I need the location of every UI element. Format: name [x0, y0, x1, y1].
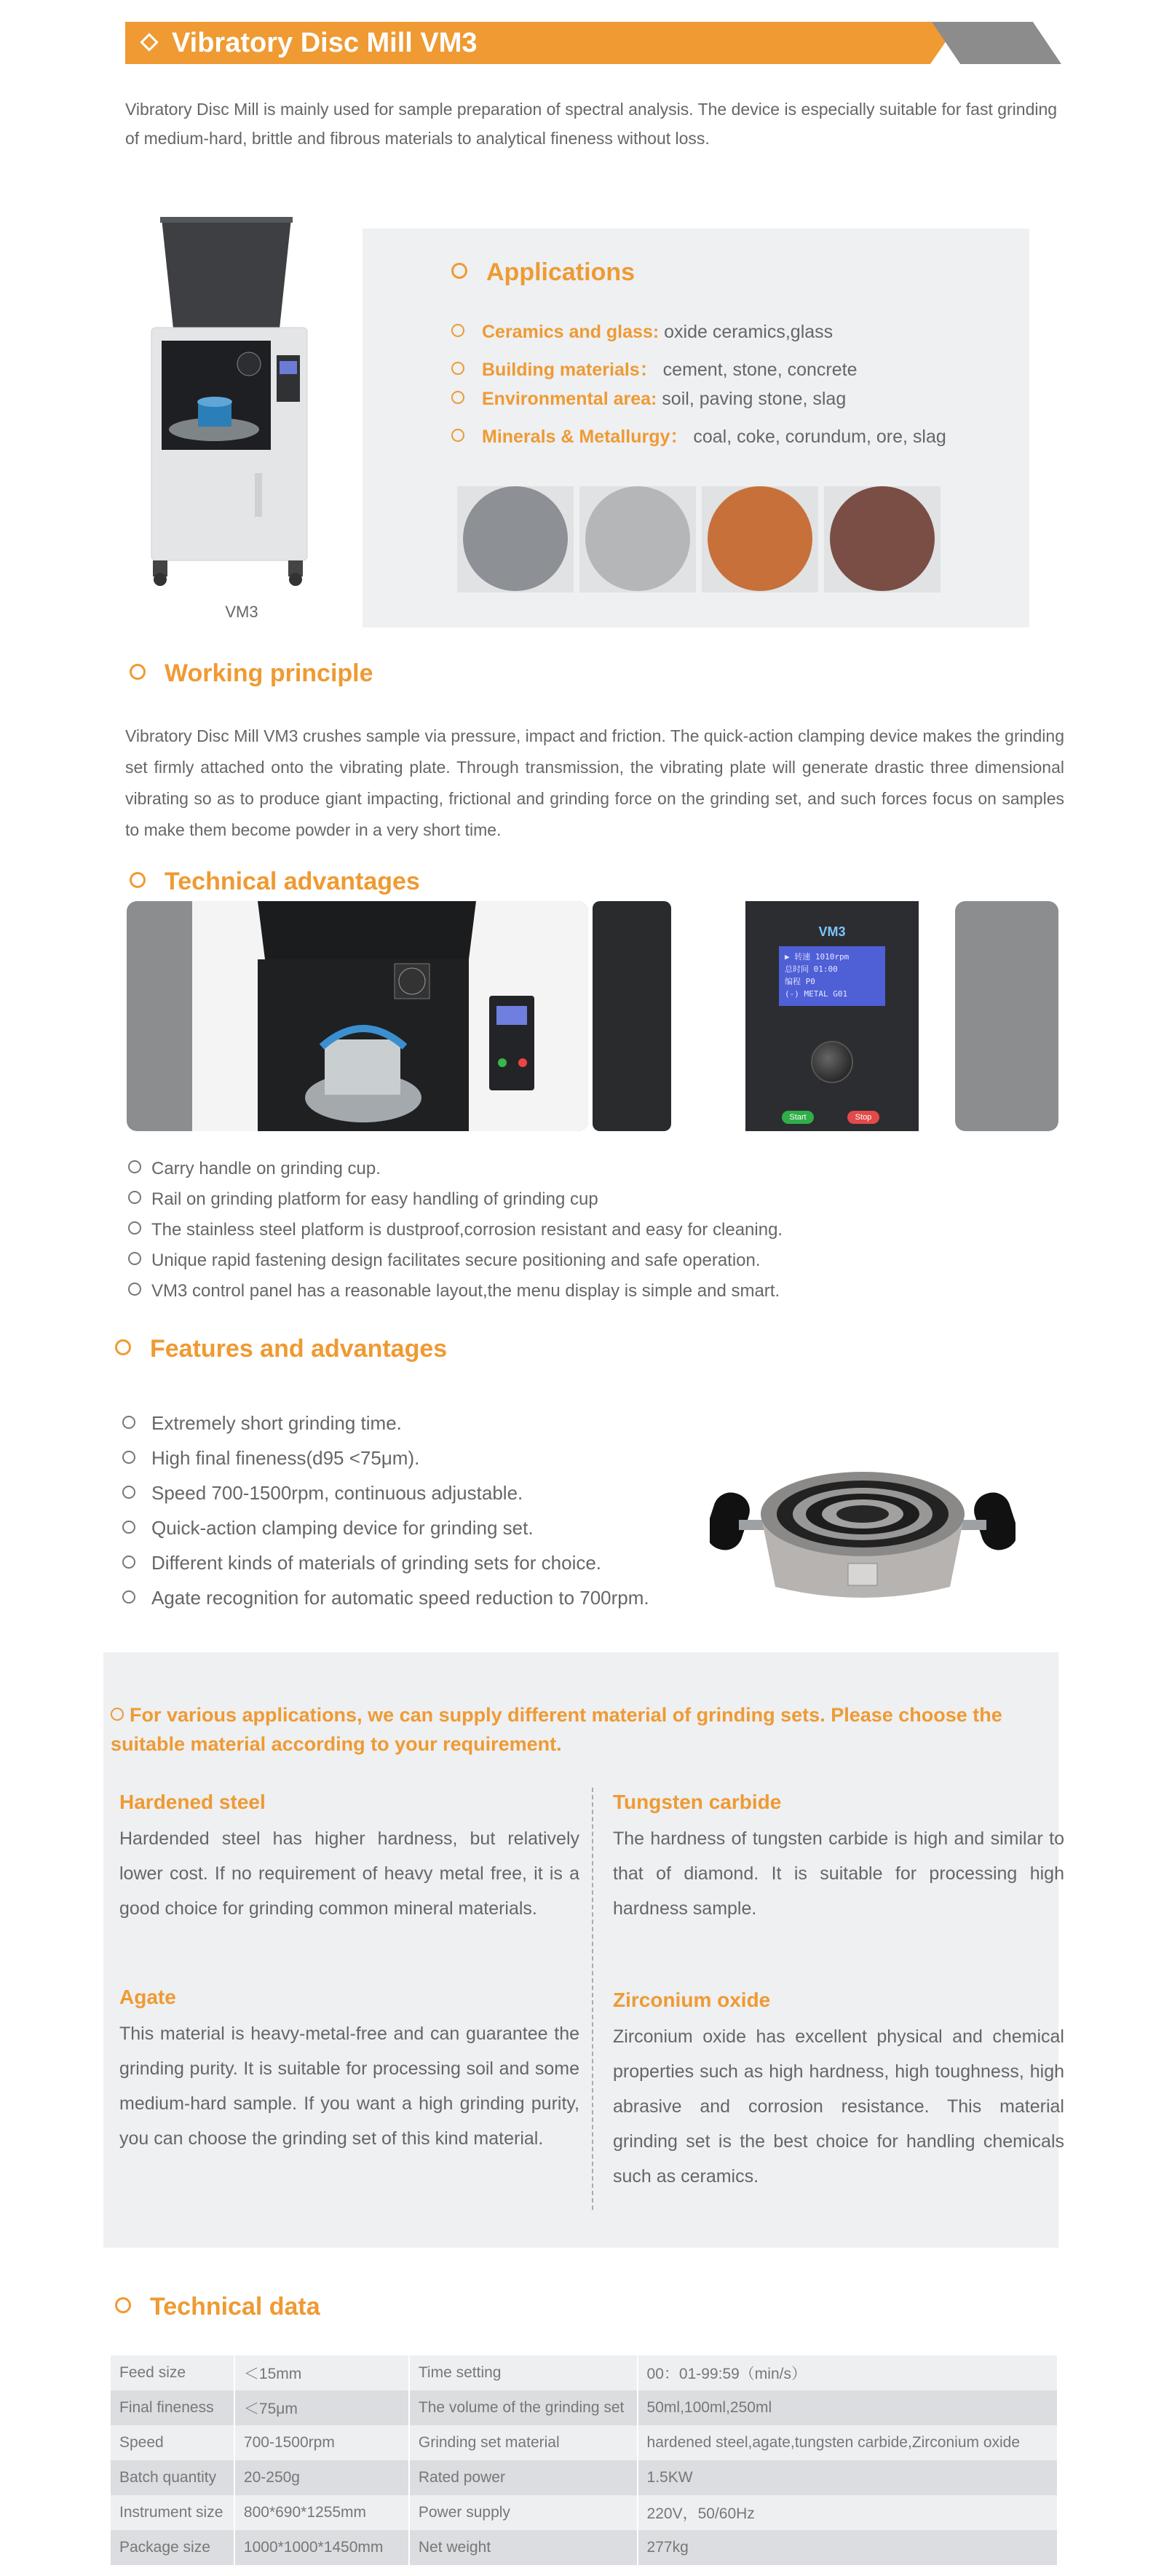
circle-bullet-icon	[111, 1708, 124, 1721]
hardened-steel-text: Hardended steel has higher hardness, but relatively lower cost. If no requirement of heavy metal free, it is a good choice for grinding common mineral materials.	[119, 1828, 579, 1919]
circle-bullet-icon	[451, 429, 464, 442]
agate-text: This material is heavy-metal-free and can guarantee the grinding purity. It is suitable for processing soil and some medium-hard sample. If you want a high grinding purity, you can choose the grinding set of this kind material.	[119, 2024, 579, 2149]
display-line: (-) METAL G01	[785, 989, 848, 999]
circle-bullet-icon	[128, 1160, 141, 1173]
circle-bullet-icon	[122, 1521, 135, 1534]
circle-bullet-icon	[128, 1252, 141, 1265]
technical-data-table	[111, 2355, 1058, 2565]
sample-thumb-cement	[579, 486, 696, 593]
feature-item: Speed 700-1500rpm, continuous adjustable.	[122, 1482, 523, 1505]
circle-bullet-icon	[128, 1191, 141, 1204]
machine-image	[146, 211, 313, 590]
zirconium-oxide-text: Zirconium oxide has excellent physical and chemical properties such as high hardness, high toughness, high abrasive and corrosion resistance. This material grinding set is the best choice for handling chemicals such as ceramics.	[613, 2026, 1064, 2187]
column-divider	[592, 1788, 593, 2210]
display-line: ▶ 转速 1010rpm	[785, 952, 850, 962]
table-row	[111, 2460, 1058, 2495]
machine-open-illustration	[127, 901, 588, 1131]
feature-item: Agate recognition for automatic speed reduction to 700rpm.	[122, 1587, 649, 1609]
circle-bullet-icon	[115, 1339, 131, 1355]
circle-bullet-icon	[130, 872, 146, 888]
table-cell-value: 220V，50/60Hz	[638, 2495, 1058, 2530]
tungsten-carbide-title: Tungsten carbide	[613, 1791, 782, 1813]
table-row	[111, 2530, 1058, 2565]
circle-bullet-icon	[122, 1486, 135, 1499]
features-title: Features and advantages	[115, 1335, 447, 1363]
table-cell-value: hardened steel,agate,tungsten carbide,Zirconium oxide	[638, 2425, 1058, 2460]
control-panel-photo	[745, 901, 919, 1131]
table-cell-value: 1000*1000*1450mm	[234, 2530, 409, 2565]
table-cell-label: Rated power	[409, 2460, 638, 2495]
table-row	[111, 2390, 1058, 2425]
feature-item: High final fineness(d95 <75μm).	[122, 1447, 419, 1470]
circle-bullet-icon	[122, 1451, 135, 1464]
zirconium-oxide-title: Zirconium oxide	[613, 1989, 771, 2011]
feature-item: Different kinds of materials of grinding sets for choice.	[122, 1552, 601, 1574]
sample-disc	[463, 486, 568, 591]
grinding-sets-heading: For various applications, we can supply different material of grinding sets. Please choose the suitable material according to your requirement.	[111, 1704, 1002, 1755]
table-cell-value: ＜75μm	[234, 2390, 409, 2425]
agate-title: Agate	[119, 1986, 176, 2008]
table-cell-value: 700-1500rpm	[234, 2425, 409, 2460]
table-cell-value: 800*690*1255mm	[234, 2495, 409, 2530]
circle-bullet-icon	[451, 324, 464, 337]
page-title	[143, 22, 478, 64]
application-item: Ceramics and glass: oxide ceramics,glass	[451, 322, 833, 343]
table-cell-label: Instrument size	[111, 2495, 234, 2530]
table-cell-label: Grinding set material	[409, 2425, 638, 2460]
working-principle-text: Vibratory Disc Mill VM3 crushes sample via pressure, impact and friction. The quick-action clamping device makes the grinding set firmly attached onto the vibrating plate. Through transmission, the vibrating plate will generate drastic three dimensional vibrating so as to produce giant impacting, frictional and grinding force on the grinding set, and such forces focus on samples to make them become powder in a very short time.	[125, 726, 1064, 839]
table-cell-label: Final fineness	[111, 2390, 234, 2425]
sample-thumb-ceramics	[457, 486, 574, 593]
circle-bullet-icon	[130, 664, 146, 680]
start-button: Start	[782, 1111, 814, 1124]
grinding-set-image	[710, 1441, 1015, 1616]
table-cell-label: Net weight	[409, 2530, 638, 2565]
technical-data-title: Technical data	[115, 2293, 320, 2321]
table-cell-label: Feed size	[111, 2355, 234, 2390]
circle-bullet-icon	[122, 1555, 135, 1569]
page-title-text: Vibratory Disc Mill VM3	[172, 28, 478, 58]
application-item: Building materials： cement, stone, concrete	[451, 355, 857, 381]
diamond-icon	[140, 33, 158, 51]
control-panel-model: VM3	[818, 924, 846, 939]
table-cell-value: 50ml,100ml,250ml	[638, 2390, 1058, 2425]
table-cell-value: ＜15mm	[234, 2355, 409, 2390]
circle-bullet-icon	[122, 1590, 135, 1604]
machine-open-photo	[127, 901, 588, 1131]
technical-advantage-item: Unique rapid fastening design facilitates secure positioning and safe operation.	[128, 1251, 761, 1271]
circle-bullet-icon	[451, 263, 467, 279]
sample-disc	[708, 486, 812, 591]
circle-bullet-icon	[451, 362, 464, 375]
control-panel-display	[779, 946, 885, 1006]
sample-disc	[585, 486, 690, 591]
circle-bullet-icon	[122, 1416, 135, 1429]
stop-button: Stop	[847, 1111, 879, 1124]
technical-advantage-item: Rail on grinding platform for easy handling of grinding cup	[128, 1189, 598, 1210]
table-cell-label: Power supply	[409, 2495, 638, 2530]
machine-side-photo	[593, 901, 671, 1131]
technical-advantage-item: VM3 control panel has a reasonable layout,the menu display is simple and smart.	[128, 1281, 780, 1301]
hardened-steel-title: Hardened steel	[119, 1791, 266, 1813]
table-cell-label: Package size	[111, 2530, 234, 2565]
table-cell-value: 1.5KW	[638, 2460, 1058, 2495]
machine-label: VM3	[225, 603, 258, 621]
display-line: 总时间 01:00	[785, 964, 838, 974]
table-row	[111, 2425, 1058, 2460]
table-cell-label: Batch quantity	[111, 2460, 234, 2495]
title-bar-accent	[932, 22, 1061, 64]
sample-thumb-soil	[824, 486, 941, 593]
application-item: Environmental area: soil, paving stone, slag	[451, 389, 846, 410]
display-line: 编程 P0	[785, 977, 815, 986]
table-cell-label: Speed	[111, 2425, 234, 2460]
intro-text: Vibratory Disc Mill is mainly used for sample preparation of spectral analysis. The device is especially suitable for fast grinding of medium-hard, brittle and fibrous materials to analytical fineness without loss.	[125, 100, 1058, 148]
sample-disc	[830, 486, 935, 591]
table-cell-value: 20-250g	[234, 2460, 409, 2495]
applications-title: Applications	[451, 258, 635, 287]
circle-bullet-icon	[128, 1283, 141, 1296]
machine-detail-photo	[955, 901, 1058, 1131]
table-row	[111, 2355, 1058, 2390]
sample-thumb-stone	[702, 486, 818, 593]
circle-bullet-icon	[115, 2297, 131, 2313]
table-cell-label: The volume of the grinding set	[409, 2390, 638, 2425]
technical-advantage-item: The stainless steel platform is dustproof,corrosion resistant and easy for cleaning.	[128, 1220, 783, 1240]
circle-bullet-icon	[451, 391, 464, 404]
control-knob	[811, 1041, 853, 1083]
technical-advantages-title: Technical advantages	[130, 868, 420, 896]
table-cell-label: Time setting	[409, 2355, 638, 2390]
table-row	[111, 2495, 1058, 2530]
working-principle-title: Working principle	[130, 659, 373, 688]
tungsten-carbide-text: The hardness of tungsten carbide is high and similar to that of diamond. It is suitable for processing high hardness sample.	[613, 1828, 1064, 1919]
technical-advantage-item: Carry handle on grinding cup.	[128, 1159, 381, 1179]
table-cell-value: 277kg	[638, 2530, 1058, 2565]
feature-item: Quick-action clamping device for grinding set.	[122, 1517, 534, 1539]
table-cell-value: 00：01-99:59（min/s）	[638, 2355, 1058, 2390]
circle-bullet-icon	[128, 1221, 141, 1235]
application-item: Minerals & Metallurgy： coal, coke, corundum, ore, slag	[451, 422, 946, 448]
feature-item: Extremely short grinding time.	[122, 1412, 402, 1435]
